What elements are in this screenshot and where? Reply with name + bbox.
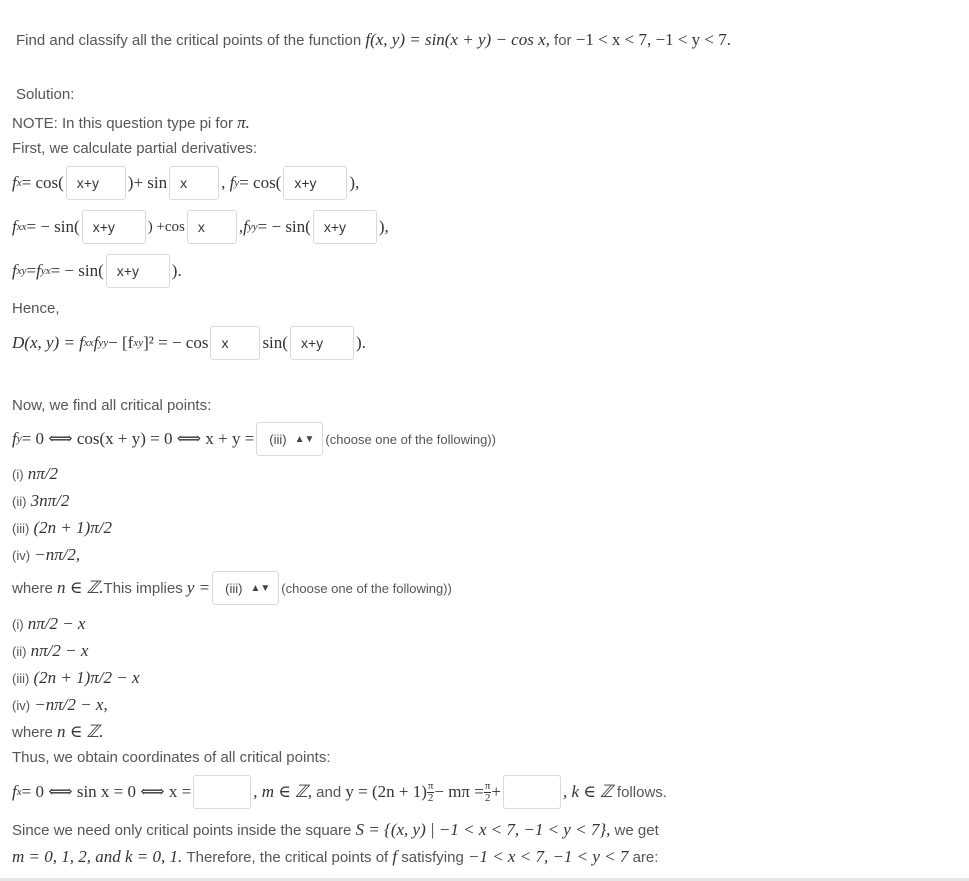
fyy-sub: yy	[247, 221, 258, 233]
fxy-line	[12, 254, 182, 288]
fx-input-2[interactable]: x	[169, 166, 219, 200]
fx-sub: x	[16, 177, 22, 189]
option-label: (iii)	[12, 520, 30, 536]
d-line	[12, 326, 366, 360]
d-f2: f	[93, 333, 99, 352]
thus-text: Thus, we obtain coordinates of all critical points:	[12, 749, 331, 766]
note-text: NOTE: In this question type pi for	[12, 114, 233, 132]
option-math: nπ/2	[27, 464, 58, 483]
fy-input[interactable]: x+y	[283, 166, 347, 200]
final-math: m = 0, 1, 2, and k = 0, 1.	[12, 847, 183, 866]
option2-iv	[12, 695, 108, 715]
fy-eq: = cos(	[239, 173, 282, 192]
frac-num: π	[427, 779, 434, 792]
frac-num: π	[484, 779, 491, 792]
hence-line	[12, 300, 60, 317]
where1-line	[12, 571, 452, 605]
fxx-f: f	[12, 217, 17, 236]
note-line	[12, 113, 250, 133]
fx-mid: )+ sin	[127, 173, 168, 192]
fy-f: f	[229, 173, 235, 192]
fyy-eq: = − sin(	[257, 217, 311, 236]
where1-implies: This implies	[103, 579, 183, 597]
since-math: S = {(x, y) | −1 < x < 7, −1 < y < 7},	[355, 820, 611, 839]
final-f: f	[392, 847, 398, 866]
d-sq: ]² = − cos	[143, 333, 209, 352]
option2-ii	[12, 641, 88, 661]
question-prefix: Find and classify all the critical points of the function	[16, 31, 362, 49]
now-line	[12, 397, 211, 414]
first-text: First, we calculate partial derivatives:	[12, 140, 258, 157]
d-input-1[interactable]: x	[210, 326, 260, 360]
fy-zero-f: f	[12, 429, 17, 448]
fxx-sub: xx	[16, 221, 27, 233]
since-line	[12, 820, 659, 840]
fxx-sep: ,	[238, 217, 244, 236]
since-text: Since we need only critical points inside the square	[12, 821, 352, 839]
d-lhs: D(x, y) = f	[12, 333, 84, 352]
where2-math: n ∈ ℤ.	[57, 722, 104, 741]
frac-den: 2	[427, 791, 434, 804]
fxy-eq: = − sin(	[50, 261, 104, 280]
where2-text: where	[12, 723, 53, 741]
fxy-f: f	[12, 261, 17, 280]
fyy-input[interactable]: x+y	[313, 210, 377, 244]
option2-i	[12, 614, 85, 634]
fx-zero-mid: , m ∈ ℤ,	[253, 782, 312, 801]
since-get: we get	[614, 821, 659, 839]
fy-zero-line	[12, 422, 496, 456]
option-math: nπ/2 − x	[30, 641, 89, 660]
fxx-line	[12, 210, 389, 244]
fxx-input-1[interactable]: x+y	[82, 210, 146, 244]
fx-eq: = cos(	[21, 173, 64, 192]
d-end: ).	[355, 333, 366, 352]
option-label: (i)	[12, 616, 24, 632]
note-pi: π.	[237, 113, 250, 132]
fxy-eq1: =	[26, 261, 37, 280]
fx-zero-sub: x	[16, 786, 22, 798]
fxx-mid: ) +cos	[147, 218, 185, 235]
option1-i	[12, 464, 58, 484]
hence-text: Hence,	[12, 300, 60, 317]
option-math: nπ/2 − x	[27, 614, 86, 633]
option1-iii	[12, 518, 112, 538]
fx-sep: ,	[221, 173, 226, 192]
frac-den: 2	[484, 791, 491, 804]
option-label: (ii)	[12, 643, 27, 659]
fy-zero-sub: y	[16, 433, 22, 445]
option-math: (2n + 1)π/2	[33, 518, 113, 537]
option2-iii	[12, 668, 140, 688]
fyx-sub: yx	[40, 265, 51, 277]
fxx-input-2[interactable]: x	[187, 210, 237, 244]
d-minus: − [f	[108, 333, 134, 352]
where1-math: n ∈ ℤ.	[57, 578, 104, 597]
fx-zero-k: , k ∈ ℤ	[562, 782, 613, 801]
d-s3: xy	[133, 337, 144, 349]
d-s2: yy	[98, 337, 109, 349]
fyy-end: ),	[378, 217, 389, 236]
fy-end: ),	[349, 173, 360, 192]
fxx-eq: = − sin(	[26, 217, 80, 236]
select-x-plus-y-value: (iii)	[269, 431, 287, 447]
fxy-input[interactable]: x+y	[106, 254, 170, 288]
x-value-input[interactable]	[193, 775, 251, 809]
select-y[interactable]	[212, 571, 279, 605]
option-math: −nπ/2 − x,	[34, 695, 108, 714]
d-s1: xx	[83, 337, 94, 349]
option-label: (iii)	[12, 670, 30, 686]
final-text: Therefore, the critical points of	[186, 848, 389, 866]
question-for: for	[554, 31, 572, 49]
option-math: (2n + 1)π/2 − x	[33, 668, 140, 687]
fx-input-1[interactable]: x+y	[66, 166, 126, 200]
choose-hint-1: (choose one of the following))	[325, 431, 496, 447]
question-line	[16, 30, 731, 50]
option-math: −nπ/2,	[34, 545, 81, 564]
option-label: (iv)	[12, 697, 31, 713]
fx-zero-plus: +	[491, 782, 501, 801]
frac-pi-2-b	[484, 781, 492, 804]
fx-zero-line	[12, 775, 667, 809]
fx-line	[12, 166, 359, 200]
chevron-updown-icon: ▲▼	[294, 433, 315, 445]
option-label: (iv)	[12, 547, 31, 563]
option-label: (ii)	[12, 493, 27, 509]
chevron-updown-icon: ▲▼	[250, 582, 271, 594]
frac-pi-2-a	[427, 781, 435, 804]
fx-f: f	[12, 173, 17, 192]
solution-text: Solution:	[16, 86, 75, 103]
fx-zero-and: and	[316, 783, 342, 801]
d-input-2[interactable]: x+y	[290, 326, 354, 360]
choose-hint-2: (choose one of the following))	[281, 580, 452, 596]
now-text: Now, we find all critical points:	[12, 397, 212, 414]
where1-text: where	[12, 579, 53, 597]
fyx-f: f	[36, 261, 41, 280]
select-y-value: (iii)	[225, 580, 243, 596]
option-label: (i)	[12, 466, 24, 482]
thus-line	[12, 749, 331, 766]
fx-zero-follows: follows.	[616, 783, 667, 801]
question-function: f(x, y) = sin(x + y) − cos x,	[365, 30, 550, 49]
fxy-end: ).	[171, 261, 182, 280]
where1-y: y =	[186, 578, 211, 597]
final-are: are:	[632, 848, 659, 866]
fyy-f: f	[243, 217, 248, 236]
final-line	[12, 847, 658, 867]
fy-sub: y	[234, 177, 240, 189]
fxy-sub: xy	[16, 265, 27, 277]
final-math2: −1 < x < 7, −1 < y < 7	[467, 847, 629, 866]
fx-zero-f: f	[12, 782, 17, 801]
solution-label	[16, 86, 74, 103]
question-domain: −1 < x < 7, −1 < y < 7.	[575, 30, 732, 49]
fx-zero-yexpr: y = (2n + 1)	[345, 782, 427, 801]
final-text2: satisfying	[401, 848, 464, 866]
y-offset-input[interactable]	[503, 775, 561, 809]
option1-iv	[12, 545, 80, 565]
option1-ii	[12, 491, 69, 511]
where2-line	[12, 722, 104, 742]
select-x-plus-y[interactable]	[256, 422, 323, 456]
d-sin: sin(	[262, 333, 288, 352]
first-line	[12, 140, 257, 157]
fy-zero-rest: = 0 ⟺ cos(x + y) = 0 ⟺ x + y =	[21, 429, 255, 448]
option-math: 3nπ/2	[30, 491, 70, 510]
fx-zero-mid2: − mπ =	[434, 782, 484, 801]
fx-zero-rest: = 0 ⟺ sin x = 0 ⟺ x =	[21, 782, 192, 801]
